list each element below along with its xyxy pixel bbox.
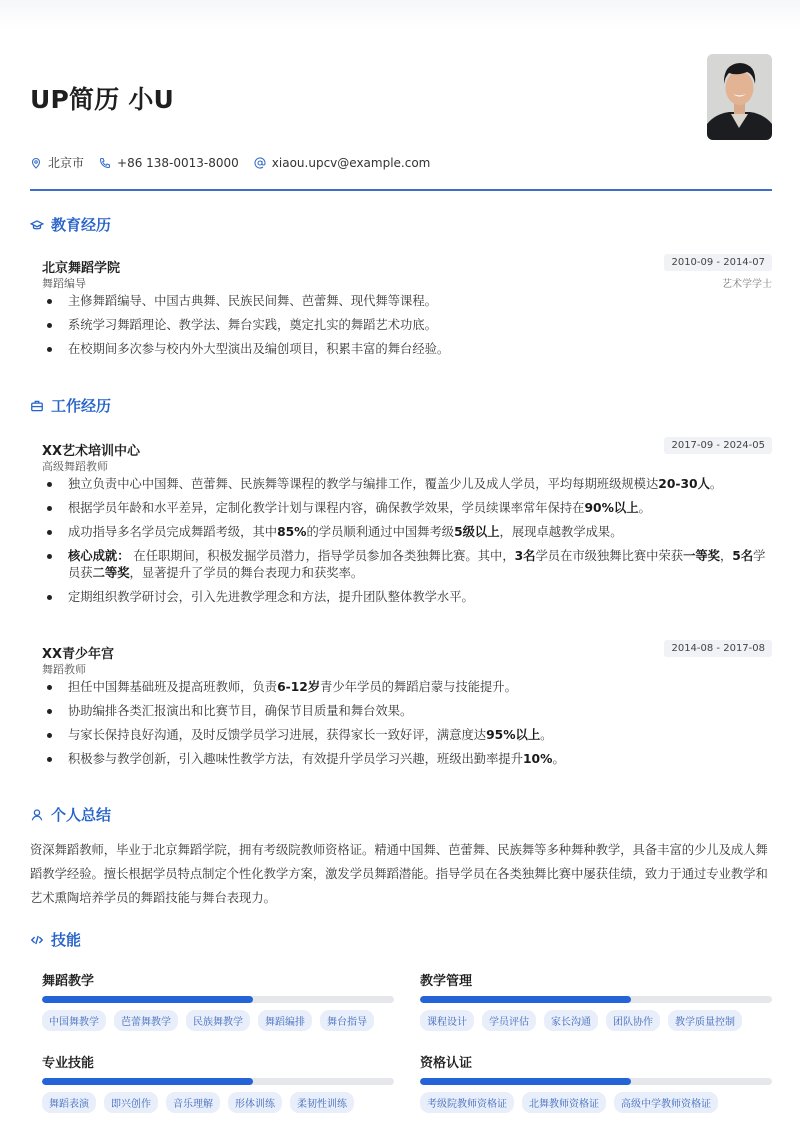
- education-bullets: [42, 293, 772, 358]
- at-sign-icon: [254, 157, 266, 169]
- section-title-education: [30, 214, 111, 235]
- skill-tag: 家长沟通: [544, 1010, 598, 1031]
- company-name: XX艺术培训中心: [42, 444, 141, 459]
- header-divider: [30, 189, 772, 191]
- bullet-item: 协助编排各类汇报演出和比赛节目，确保节目质量和舞台效果。: [42, 703, 772, 720]
- phone-text: +86 138-0013-8000: [117, 155, 239, 170]
- section-label: 技能: [51, 931, 82, 949]
- section-label: 工作经历: [51, 397, 112, 415]
- skill-tag: 教学质量控制: [668, 1010, 742, 1031]
- bullet-item: 独立负责中心中国舞、芭蕾舞、民族舞等课程的教学与编排工作，覆盖少儿及成人学员，平均每期班级规模达20-30人。: [42, 476, 772, 493]
- email-link[interactable]: xiaou.upcv@example.com: [271, 155, 431, 170]
- work-entry: [42, 440, 772, 613]
- graduation-cap-icon: [30, 218, 44, 232]
- skill-tag: 即兴创作: [104, 1092, 158, 1113]
- skill-name: 资格认证: [420, 1056, 473, 1071]
- work-bullets: [42, 476, 772, 606]
- candidate-name: UP简历 小U: [30, 85, 175, 114]
- degree: 艺术学学士: [722, 279, 772, 290]
- skill-tag: 学员评估: [482, 1010, 536, 1031]
- user-icon: [30, 808, 44, 822]
- skill-progress-bar: [42, 1078, 394, 1085]
- education-entry: [42, 257, 772, 365]
- skill-progress-bar: [42, 996, 394, 1003]
- skill-tags: [420, 1010, 772, 1031]
- map-pin-icon: [30, 157, 42, 169]
- contact-email: [254, 156, 431, 170]
- bullet-item: 与家长保持良好沟通，及时反馈学员学习进展，获得家长一致好评，满意度达95%以上。: [42, 727, 772, 744]
- code-icon: [30, 933, 44, 947]
- skill-tag: 课程设计: [420, 1010, 474, 1031]
- skill-name: 教学管理: [420, 974, 473, 989]
- bullet-item: 定期组织教学研讨会，引入先进教学理念和方法，提升团队整体教学水平。: [42, 589, 772, 606]
- position: 舞蹈教师: [42, 663, 86, 676]
- skill-progress-bar: [420, 1078, 772, 1085]
- contact-phone: [99, 156, 239, 170]
- skill-tag: 北舞教师资格证: [522, 1092, 606, 1113]
- skill-progress-fill: [42, 996, 253, 1003]
- skill-tags: [420, 1092, 772, 1113]
- skill-group: [42, 1052, 394, 1113]
- skill-tag: 高级中学教师资格证: [614, 1092, 718, 1113]
- skill-tag: 柔韧性训练: [290, 1092, 354, 1113]
- phone-icon: [99, 157, 111, 169]
- profile-photo: [707, 54, 772, 140]
- skill-name: 专业技能: [42, 1056, 95, 1071]
- section-title-skills: [30, 929, 81, 950]
- skill-tags: [42, 1010, 394, 1031]
- skill-group: [42, 970, 394, 1031]
- section-label: 教育经历: [51, 216, 112, 234]
- bullet-item: 主修舞蹈编导、中国古典舞、民族民间舞、芭蕾舞、现代舞等课程。: [42, 293, 772, 310]
- skill-progress-fill: [420, 1078, 631, 1085]
- skill-progress-fill: [420, 996, 631, 1003]
- contact-location: [30, 154, 84, 171]
- skill-group: [420, 1052, 772, 1113]
- bullet-item: 在校期间多次参与校内外大型演出及编创项目，积累丰富的舞台经验。: [42, 341, 772, 358]
- major: 舞蹈编导: [42, 277, 86, 290]
- summary-text: 资深舞蹈教师，毕业于北京舞蹈学院，拥有考级院教师资格证。精通中国舞、芭蕾舞、民族舞等多种舞种教学，具备丰富的少儿及成人舞蹈教学经验。擅长根据学员特点制定个性化教学方案，激发学员舞蹈潜能。指导学员在各类独舞比赛中屡获佳绩，致力于通过专业教学和艺术熏陶培养学员的舞蹈技能与舞台表现力。: [30, 843, 768, 905]
- work-bullets: [42, 679, 772, 768]
- bullet-item: 成功指导多名学员完成舞蹈考级，其中85%的学员顺利通过中国舞考级5级以上，展现卓越教学成果。: [42, 524, 772, 541]
- skill-tag: 芭蕾舞教学: [114, 1010, 178, 1031]
- skill-name: 舞蹈教学: [42, 974, 95, 989]
- skill-tag: 考级院教师资格证: [420, 1092, 514, 1113]
- section-title-work: [30, 395, 111, 416]
- skill-progress-fill: [42, 1078, 253, 1085]
- briefcase-icon: [30, 399, 44, 413]
- company-name: XX青少年宫: [42, 647, 115, 662]
- bullet-item: 根据学员年龄和水平差异，定制化教学计划与课程内容，确保教学效果，学员续课率常年保持在90%以上。: [42, 500, 772, 517]
- skill-tag: 舞台指导: [320, 1010, 374, 1031]
- skill-tag: 音乐理解: [166, 1092, 220, 1113]
- skill-tag: 舞蹈表演: [42, 1092, 96, 1113]
- skill-tag: 舞蹈编排: [258, 1010, 312, 1031]
- bullet-item: 核心成就： 在任职期间，积极发掘学员潜力，指导学员参加各类独舞比赛。其中，3名学员在市级独舞比赛中荣获一等奖，5名学员获二等奖，显著提升了学员的舞台表现力和获奖率。: [42, 548, 772, 582]
- skill-tag: 民族舞教学: [186, 1010, 250, 1031]
- bullet-item: 担任中国舞基础班及提高班教师，负责6-12岁青少年学员的舞蹈启蒙与技能提升。: [42, 679, 772, 696]
- contact-info: [30, 154, 445, 171]
- date-badge: 2017-09 - 2024-05: [664, 437, 772, 454]
- resume-header: [30, 54, 772, 194]
- school-name: 北京舞蹈学院: [42, 261, 121, 276]
- skill-tags: [42, 1092, 394, 1113]
- skill-progress-bar: [420, 996, 772, 1003]
- location-text: 北京市: [48, 156, 85, 170]
- bullet-item: 系统学习舞蹈理论、教学法、舞台实践，奠定扎实的舞蹈艺术功底。: [42, 317, 772, 334]
- portrait-image: [707, 54, 772, 140]
- section-label: 个人总结: [51, 806, 112, 824]
- bullet-item: 积极参与教学创新，引入趣味性教学方法，有效提升学员学习兴趣，班级出勤率提升10%。: [42, 751, 772, 768]
- section-title-summary: [30, 804, 111, 825]
- work-entry: [42, 643, 772, 775]
- date-badge: 2010-09 - 2014-07: [664, 254, 772, 271]
- skill-tag: 形体训练: [228, 1092, 282, 1113]
- skill-group: [420, 970, 772, 1031]
- skill-tag: 团队协作: [606, 1010, 660, 1031]
- position: 高级舞蹈教师: [42, 460, 108, 473]
- skill-tag: 中国舞教学: [42, 1010, 106, 1031]
- date-badge: 2014-08 - 2017-08: [664, 640, 772, 657]
